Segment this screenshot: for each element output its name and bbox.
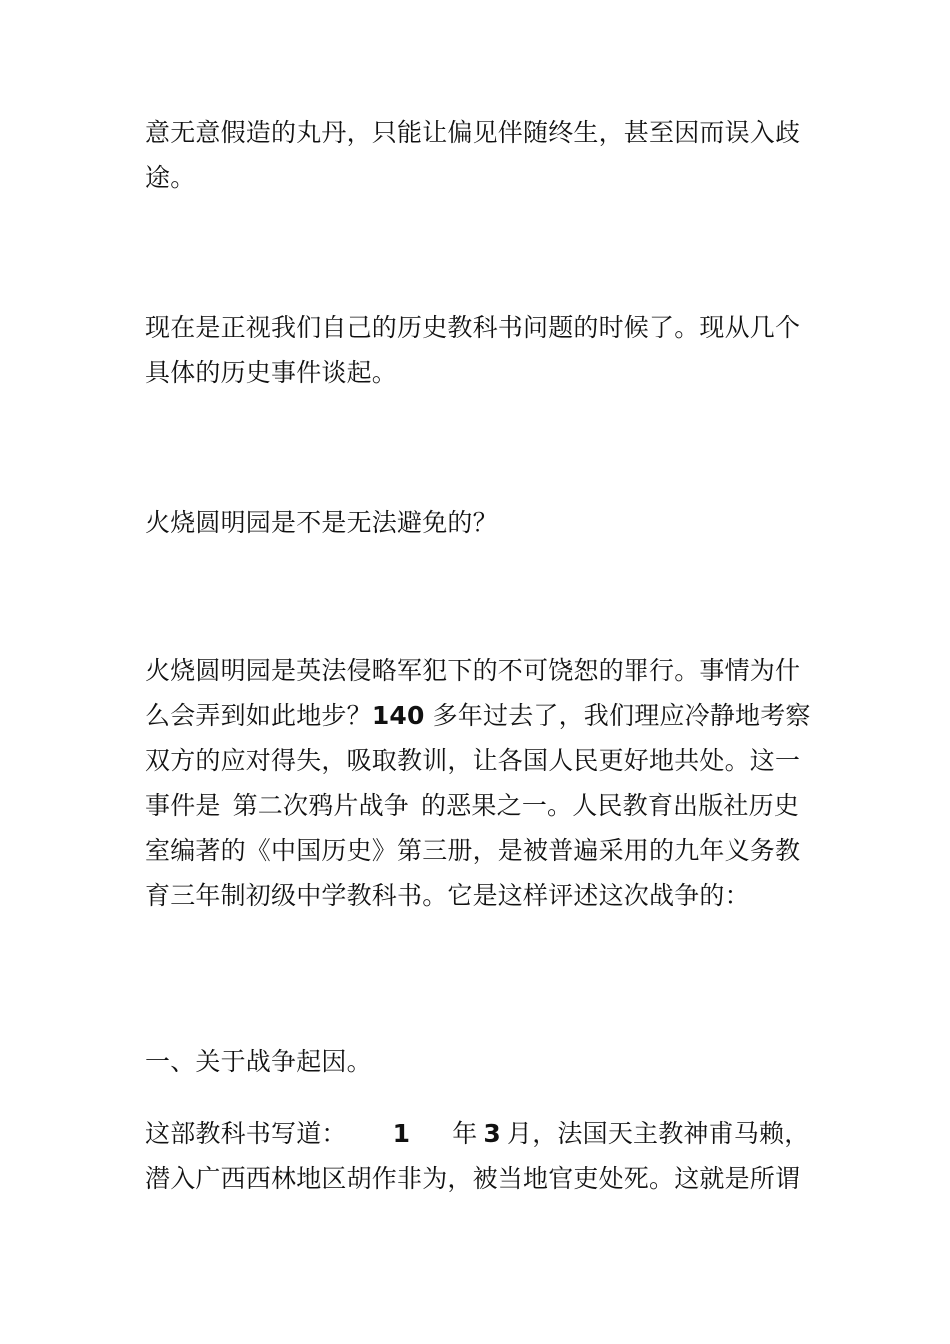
paragraph-6-month: 3 [483,1119,502,1148]
section-heading-text: 火烧圆明园是不是无法避免的？ [145,508,498,537]
section-heading-yuanmingyuan [145,500,815,545]
paragraph-4-part3: 的恶果之一。人民教育出版社历史室编著的《中国历史》第三册，是被普遍采用的九年义务教育三年制初级中学教科书。它是这样评述这次战争的： [145,791,801,910]
paragraph-4-part2: 多年过去了，我们理应冷静地考察双方的应对得失，吸取教训，让各国人民更好地共处。这一事件是 [145,701,811,820]
paragraph-4-part1: 火烧圆明园是英法侵略军犯下的不可饶恕的罪行。事情为什么会弄到如此地步？ [145,656,801,730]
paragraph-1 [145,110,815,200]
paragraph-2-text: 现在是正视我们自己的历史教科书问题的时候了。现从几个具体的历史事件谈起。 [145,313,801,387]
subheading-war-cause [145,1039,815,1084]
paragraph-1-text: 意无意假造的丸丹，只能让偏见伴随终生，甚至因而误入歧途。 [145,118,801,192]
paragraph-6-part2: 月，法国天主教神甫马赖，潜入广西西林地区胡作非为，被当地官吏处死。这就是所谓 [145,1119,810,1193]
paragraph-6-year-suffix: 年 [452,1119,478,1148]
paragraph-2 [145,305,815,395]
paragraph-6-part1: 这部教科书写道： [145,1119,347,1148]
subheading-text: 一、关于战争起因。 [145,1047,372,1076]
paragraph-4 [145,648,815,918]
paragraph-6 [145,1111,815,1201]
paragraph-6-year: 1 [392,1119,411,1148]
paragraph-4-term: 第二次鸦片战争 [232,791,410,820]
paragraph-4-number: 140 [371,701,425,730]
